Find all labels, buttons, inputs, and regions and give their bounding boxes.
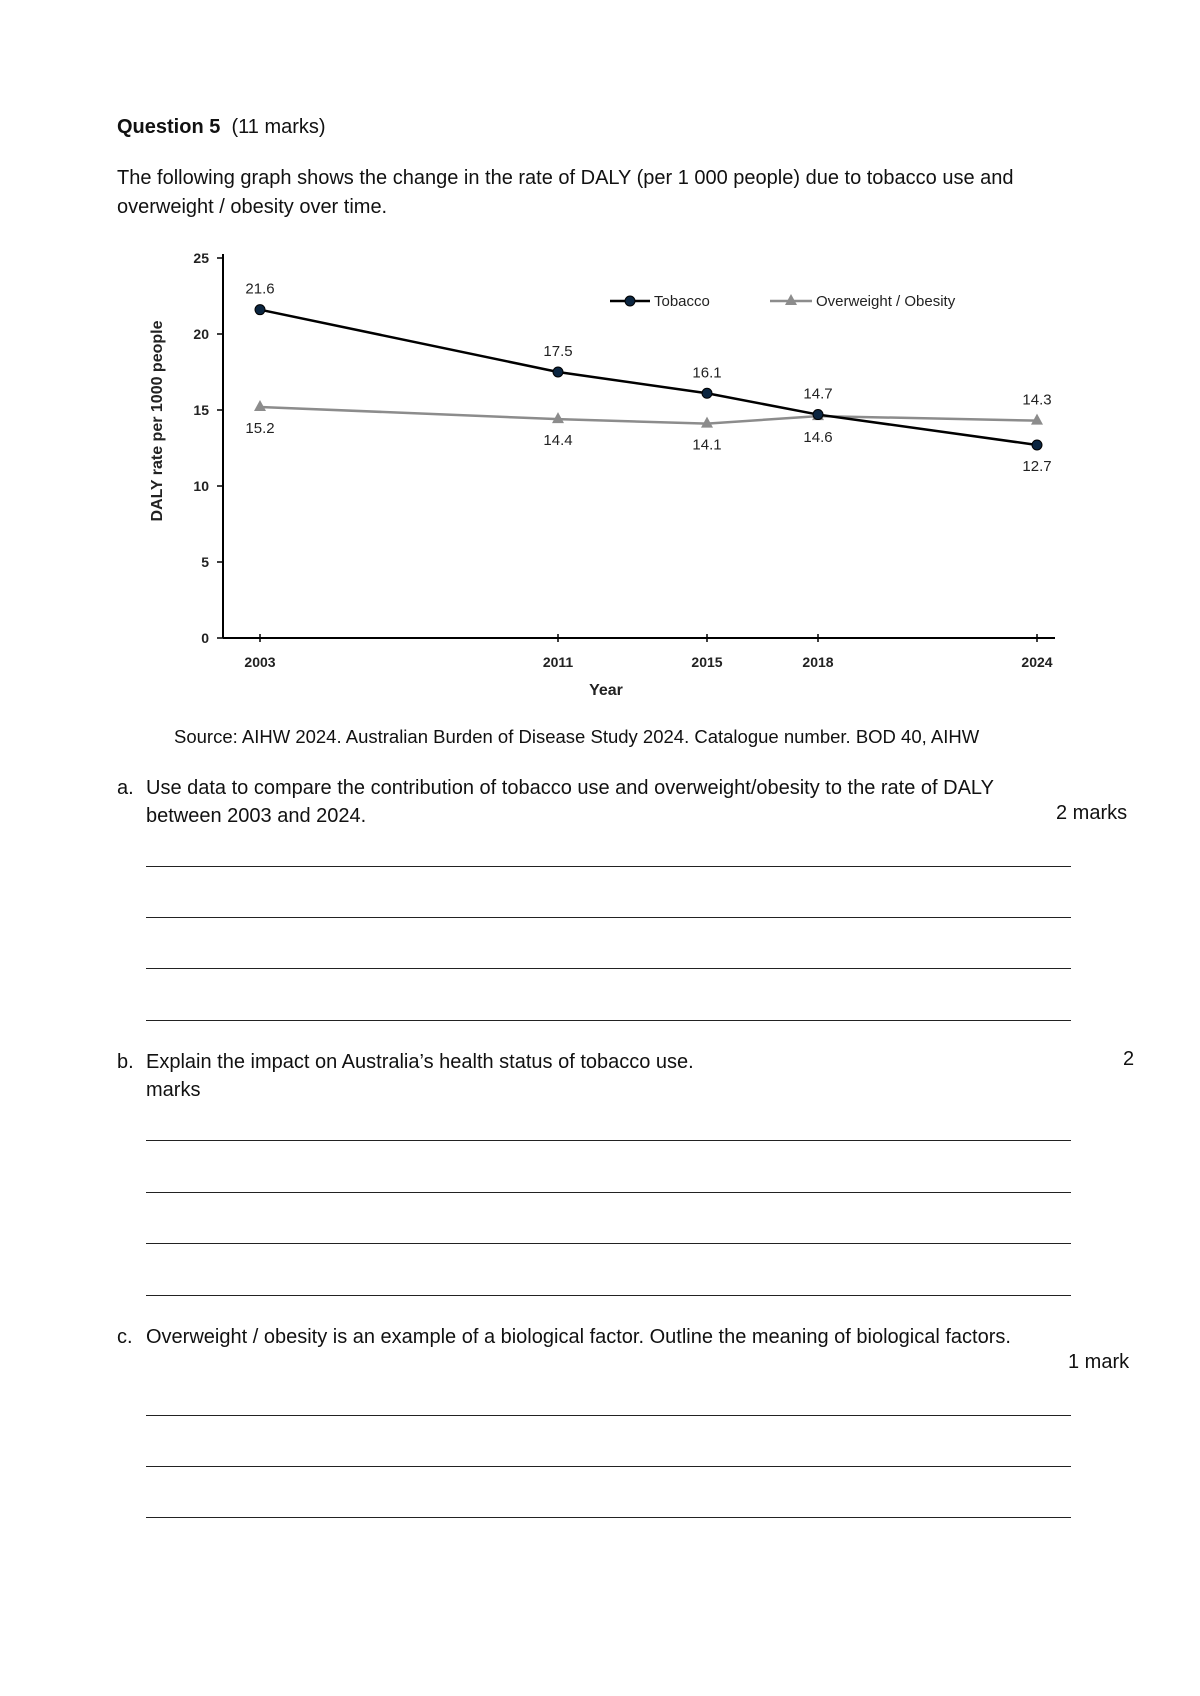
- y-tick-label: 20: [193, 326, 209, 342]
- overweight-obesity-triangle-marker: [1031, 414, 1043, 425]
- answer-line-b4[interactable]: [146, 1295, 1071, 1296]
- part-b-marks-word: marks: [146, 1079, 201, 1101]
- tobacco-circle-marker: [813, 410, 823, 420]
- question-intro: The following graph shows the change in the rate of DALY (per 1 000 people) due to tobacco use and overweight / obesity over time.: [117, 167, 1014, 218]
- answer-line-a2[interactable]: [146, 917, 1071, 918]
- x-tick-label: 2024: [1021, 654, 1053, 670]
- y-tick-label: 5: [201, 554, 209, 570]
- part-c-marks: 1 mark: [1068, 1351, 1130, 1373]
- series-line-tobacco: [260, 310, 1037, 445]
- answer-line-b2[interactable]: [146, 1192, 1071, 1193]
- part-a-text: Use data to compare the contribution of tobacco use and overweight/obesity to the rate of DALY between 2003 and 2024.: [146, 777, 994, 827]
- y-tick-label: 10: [193, 478, 209, 494]
- question-marks: (11 marks): [231, 116, 326, 138]
- question-part-c: [117, 1323, 1117, 1383]
- part-b-marks-number: 2: [1123, 1048, 1135, 1070]
- data-label: 21.6: [245, 280, 275, 298]
- data-label: 14.4: [543, 432, 573, 450]
- answer-line-a4[interactable]: [146, 1020, 1071, 1021]
- question-title: Question 5: [117, 116, 221, 138]
- data-label: 12.7: [1022, 457, 1052, 475]
- part-a-letter: a.: [117, 777, 134, 799]
- answer-line-c1[interactable]: [146, 1415, 1071, 1416]
- answer-line-c2[interactable]: [146, 1466, 1071, 1467]
- question-part-b: [117, 1048, 1117, 1108]
- part-b-letter: b.: [117, 1051, 134, 1073]
- answer-line-b1[interactable]: [146, 1140, 1071, 1141]
- data-label: 14.3: [1022, 391, 1052, 409]
- legend-tobacco-label: Tobacco: [654, 293, 710, 310]
- tobacco-circle-marker: [702, 388, 712, 398]
- answer-line-a3[interactable]: [146, 968, 1071, 969]
- y-axis-title: DALY rate per 1000 people: [149, 320, 166, 522]
- y-tick-label: 15: [193, 402, 209, 418]
- part-b-text: Explain the impact on Australia’s health status of tobacco use.: [146, 1051, 694, 1073]
- answer-line-c3[interactable]: [146, 1517, 1071, 1518]
- part-a-marks: 2 marks: [1056, 802, 1128, 824]
- legend-overweight-marker: [785, 294, 797, 305]
- answer-line-a1[interactable]: [146, 866, 1071, 867]
- legend-overweight-label: Overweight / Obesity: [816, 293, 956, 310]
- x-tick-label: 2011: [542, 654, 574, 670]
- data-label: 16.1: [692, 364, 722, 382]
- y-tick-label: 0: [201, 630, 209, 646]
- series-line-overweight-obesity: [260, 407, 1037, 424]
- part-c-letter: c.: [117, 1326, 133, 1348]
- answer-line-b3[interactable]: [146, 1243, 1071, 1244]
- x-tick-label: 2015: [691, 654, 723, 670]
- data-label: 17.5: [543, 343, 573, 360]
- x-tick-label: 2003: [244, 654, 276, 670]
- x-tick-label: 2018: [802, 654, 834, 670]
- question-heading: [117, 116, 326, 139]
- tobacco-circle-marker: [1032, 440, 1042, 450]
- data-label: 15.2: [245, 419, 275, 437]
- overweight-obesity-triangle-marker: [552, 412, 564, 423]
- part-c-text: Overweight / obesity is an example of a biological factor. Outline the meaning of biological factors.: [146, 1326, 1011, 1348]
- data-label: 14.1: [692, 436, 722, 454]
- tobacco-circle-marker: [255, 305, 265, 315]
- tobacco-circle-marker: [553, 367, 563, 377]
- legend-tobacco-marker: [625, 296, 635, 306]
- x-axis-title: Year: [589, 682, 623, 699]
- daly-line-chart: [140, 245, 1070, 710]
- overweight-obesity-triangle-marker: [254, 400, 266, 411]
- y-tick-label: 25: [193, 250, 209, 266]
- chart-source: Source: AIHW 2024. Australian Burden of Disease Study 2024. Catalogue number. BOD 40, AIHW: [174, 726, 980, 747]
- data-label: 14.6: [803, 429, 833, 447]
- question-part-a: [117, 774, 1117, 834]
- data-label: 14.7: [803, 385, 833, 403]
